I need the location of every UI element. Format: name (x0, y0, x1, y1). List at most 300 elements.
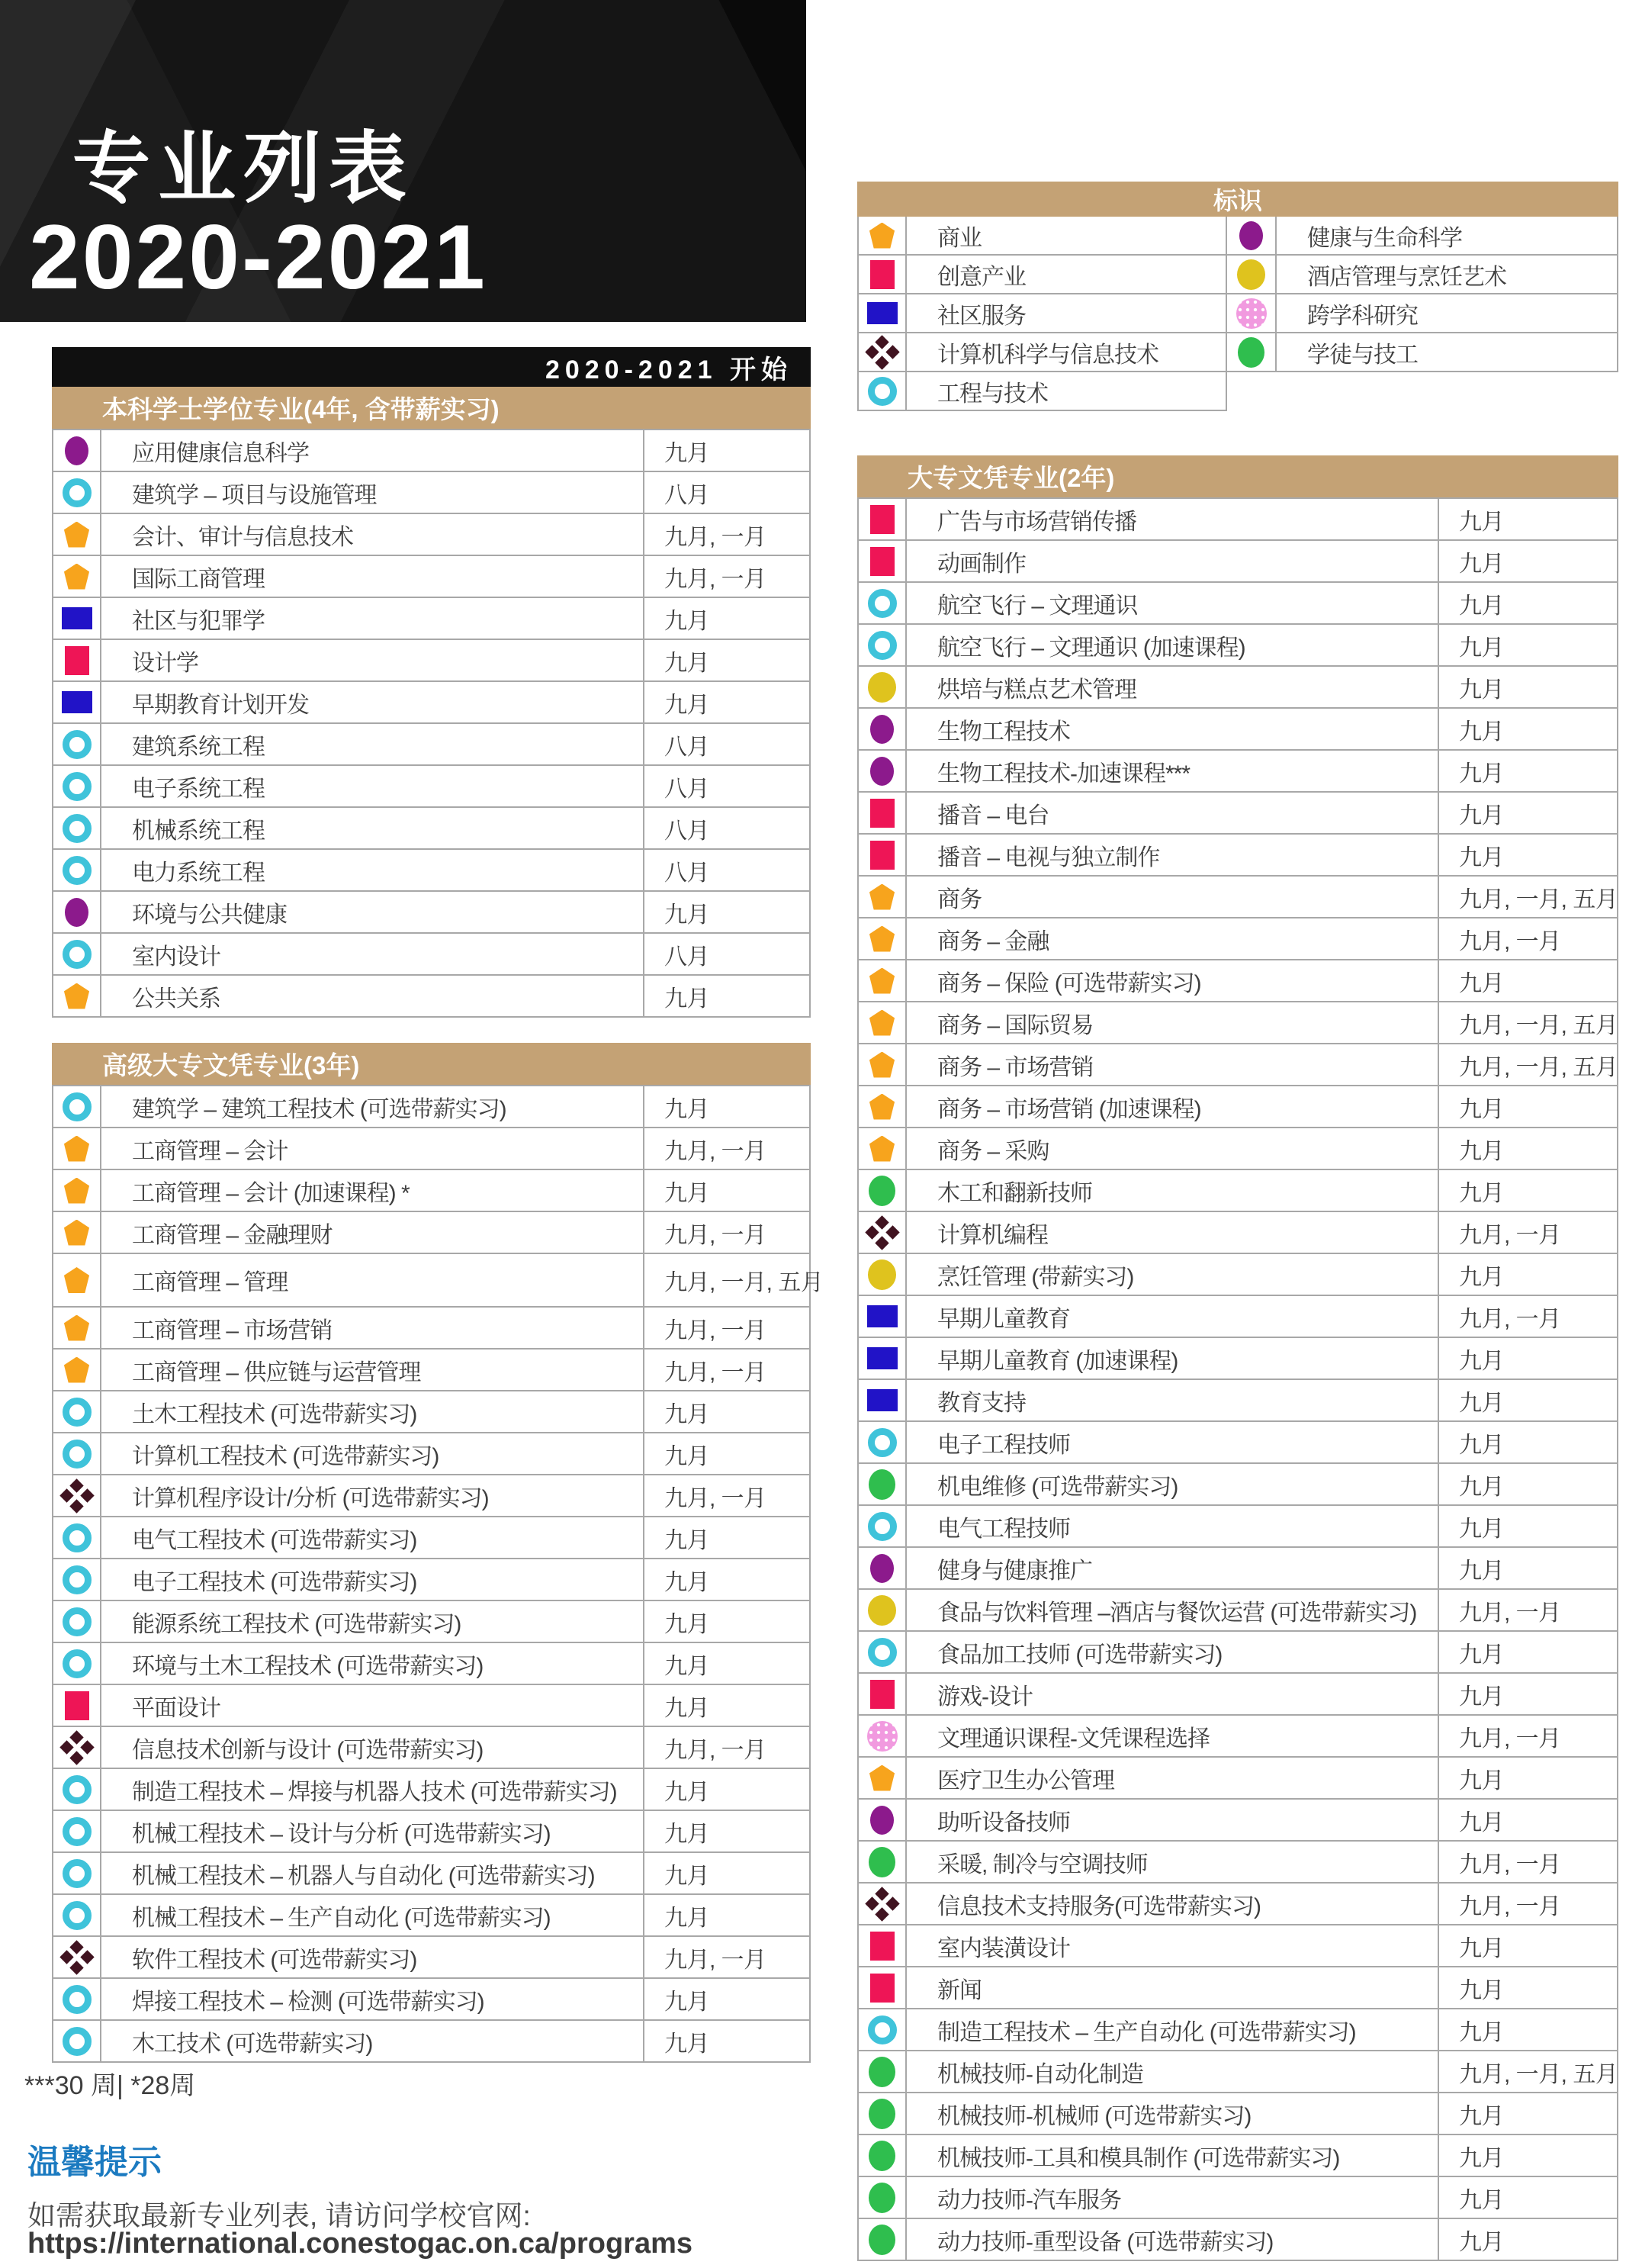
health-icon (870, 1806, 894, 1835)
table-row (859, 541, 1617, 583)
bachelor-table (52, 429, 811, 1018)
legend-label: 学徒与技工 (1277, 333, 1618, 372)
business-icon (869, 1094, 896, 1120)
interdisciplinary-icon (867, 1721, 898, 1752)
section-header-diploma: 大专文凭专业(2年) (857, 455, 1618, 497)
program-intake-months: 九月 (643, 2021, 809, 2061)
program-intake-months: 九月, 一月 (643, 1212, 809, 1253)
program-name: 机械工程技术 – 生产自动化 (可选带薪实习) (132, 1905, 551, 1931)
table-row (859, 751, 1617, 793)
legend-row (857, 294, 1618, 333)
program-name: 工商管理 – 市场营销 (132, 1317, 333, 1343)
trades-icon (869, 2099, 895, 2129)
program-intake-months: 九月 (643, 976, 809, 1016)
business-icon (869, 1765, 896, 1791)
program-intake-months: 九月 (643, 1170, 809, 1211)
program-name: 游戏-设计 (937, 1684, 1033, 1710)
trades-icon (1238, 337, 1264, 368)
table-row (859, 667, 1617, 709)
program-name: 软件工程技术 (可选带薪实习) (132, 1947, 417, 1973)
program-intake-months: 九月 (1438, 751, 1617, 791)
table-row (53, 1475, 809, 1517)
program-name: 机械工程技术 – 机器人与自动化 (可选带薪实习) (132, 1863, 595, 1889)
program-intake-months: 八月 (643, 724, 809, 764)
program-name: 机械技师-机械师 (可选带薪实习) (937, 2103, 1252, 2129)
table-row (53, 1979, 809, 2021)
business-icon (63, 1357, 91, 1383)
business-icon (869, 926, 896, 952)
title-block (0, 0, 806, 322)
program-intake-months: 九月, 一月 (1438, 1884, 1617, 1924)
table-row (859, 1800, 1617, 1842)
table-row (859, 1380, 1617, 1422)
program-name: 采暖, 制冷与空调技师 (937, 1851, 1148, 1877)
cs-icon (62, 1732, 92, 1763)
business-icon (63, 1178, 91, 1204)
program-name: 商务 – 国际贸易 (937, 1012, 1094, 1038)
table-row (53, 976, 809, 1018)
program-name: 播音 – 电台 (937, 803, 1049, 828)
program-intake-months: 九月 (1438, 1506, 1617, 1546)
weeks-footnote: ***30 周| *28周 (24, 2071, 196, 2100)
program-name: 室内设计 (132, 944, 220, 970)
table-row (53, 724, 809, 766)
engineering-icon (63, 814, 92, 843)
legend-label: 跨学科研究 (1277, 294, 1618, 333)
program-name: 计算机编程 (937, 1222, 1048, 1248)
business-icon (869, 223, 896, 249)
creative-icon (870, 841, 895, 870)
creative-icon (870, 547, 895, 576)
program-name: 会计、审计与信息技术 (132, 524, 353, 550)
legend-label: 工程与技术 (907, 372, 1227, 411)
hospitality-icon (868, 1259, 896, 1290)
table-row (53, 514, 809, 556)
table-row (859, 1548, 1617, 1590)
table-row (859, 1002, 1617, 1044)
program-intake-months: 九月, 一月 (1438, 1296, 1617, 1337)
program-intake-months: 九月, 一月 (1438, 1590, 1617, 1630)
program-intake-months: 八月 (643, 808, 809, 848)
table-row (53, 1086, 809, 1128)
programs-url-link[interactable]: https://international.conestogac.on.ca/programs (27, 2228, 693, 2260)
table-row (53, 1853, 809, 1895)
legend-row (857, 372, 1618, 411)
community-icon (867, 302, 898, 324)
table-row (859, 835, 1617, 877)
program-intake-months: 九月, 一月 (1438, 1842, 1617, 1882)
program-intake-months: 九月 (643, 598, 809, 639)
table-row (859, 1842, 1617, 1884)
table-row (53, 430, 809, 472)
program-intake-months: 九月 (1438, 625, 1617, 665)
table-row (859, 2219, 1617, 2261)
engineering-icon (868, 2015, 897, 2044)
program-intake-months: 九月 (643, 1559, 809, 1600)
table-row (53, 640, 809, 682)
program-name: 能源系统工程技术 (可选带薪实习) (132, 1611, 461, 1637)
trades-icon (869, 2225, 895, 2255)
program-name: 早期儿童教育 (加速课程) (937, 1348, 1178, 1374)
program-name: 土木工程技术 (可选带薪实习) (132, 1401, 417, 1427)
cs-icon (62, 1481, 92, 1511)
program-name: 航空飞行 – 文理通识 (加速课程) (937, 635, 1245, 661)
table-row (859, 1632, 1617, 1674)
trades-icon (869, 1847, 895, 1877)
table-row (53, 892, 809, 934)
table-row (859, 625, 1617, 667)
table-row (859, 1674, 1617, 1716)
table-row (859, 1422, 1617, 1464)
program-intake-months: 九月, 一月 (643, 1727, 809, 1768)
program-intake-months: 八月 (643, 766, 809, 806)
engineering-icon (63, 1985, 92, 2014)
program-name: 食品与饮料管理 –酒店与餐饮运营 (可选带薪实习) (937, 1600, 1417, 1626)
program-name: 机电维修 (可选带薪实习) (937, 1474, 1178, 1500)
creative-icon (65, 1691, 89, 1720)
engineering-icon (63, 730, 92, 759)
program-intake-months: 八月 (643, 472, 809, 513)
business-icon (63, 564, 91, 590)
table-row (859, 1758, 1617, 1800)
cs-icon (867, 1218, 898, 1248)
program-name: 商务 – 金融 (937, 928, 1049, 954)
table-row (859, 2093, 1617, 2135)
notice-title: 温馨提示 (27, 2144, 162, 2181)
program-intake-months: 九月, 一月 (643, 1350, 809, 1390)
engineering-icon (63, 1092, 92, 1121)
engineering-icon (63, 940, 92, 969)
program-intake-months: 九月, 一月 (1438, 918, 1617, 959)
table-row (53, 1433, 809, 1475)
program-name: 工商管理 – 供应链与运营管理 (132, 1359, 421, 1385)
program-name: 焊接工程技术 – 检测 (可选带薪实习) (132, 1989, 484, 2015)
program-name: 制造工程技术 – 生产自动化 (可选带薪实习) (937, 2019, 1356, 2045)
program-intake-months: 九月 (643, 1895, 809, 1935)
table-row (53, 682, 809, 724)
table-row (859, 1716, 1617, 1758)
program-name: 烘培与糕点艺术管理 (937, 677, 1136, 703)
program-name: 食品加工技师 (可选带薪实习) (937, 1642, 1223, 1668)
program-intake-months: 九月 (1438, 793, 1617, 833)
legend-label: 商业 (907, 217, 1227, 256)
section-header-bachelor: 本科学士学位专业(4年, 含带薪实习) (52, 387, 811, 429)
engineering-icon (63, 1565, 92, 1594)
hospitality-icon (868, 672, 896, 703)
program-intake-months: 九月 (1438, 1967, 1617, 2008)
program-intake-months: 九月 (1438, 960, 1617, 1001)
program-name: 广告与市场营销传播 (937, 509, 1136, 535)
table-row (859, 1086, 1617, 1128)
table-row (53, 1254, 824, 1308)
program-name: 机械技师-工具和模具制作 (可选带薪实习) (937, 2145, 1340, 2171)
program-name: 动力技师-汽车服务 (937, 2187, 1121, 2213)
creative-icon (870, 1680, 895, 1709)
table-row (53, 2021, 809, 2063)
cs-icon (867, 1889, 898, 1919)
engineering-icon (63, 1775, 92, 1804)
program-name: 医疗卫生办公管理 (937, 1768, 1114, 1793)
program-intake-months: 九月 (1438, 1380, 1617, 1420)
program-intake-months: 九月, 一月 (643, 514, 809, 555)
business-icon (63, 1267, 91, 1293)
advanced-diploma-table (52, 1085, 824, 2063)
table-row (859, 2051, 1617, 2093)
program-intake-months: 九月 (643, 1391, 809, 1432)
page-title-years: 2020-2021 (29, 206, 487, 308)
table-row (53, 1937, 809, 1979)
left-column (52, 347, 824, 2063)
table-row (53, 472, 809, 514)
table-row (53, 1685, 809, 1727)
program-name: 商务 – 保险 (可选带薪实习) (937, 970, 1201, 996)
business-icon (63, 1315, 91, 1341)
program-name: 信息技术支持服务(可选带薪实习) (937, 1893, 1261, 1919)
program-name: 工商管理 – 金融理财 (132, 1222, 333, 1248)
business-icon (869, 1010, 896, 1036)
program-intake-months: 九月, 一月, 五月 (1438, 877, 1617, 917)
program-name: 国际工商管理 (132, 566, 265, 592)
table-row (53, 1643, 809, 1685)
program-intake-months: 九月, 一月 (1438, 1212, 1617, 1253)
engineering-icon (63, 1440, 92, 1469)
program-intake-months: 九月, 一月 (643, 1308, 809, 1348)
table-row (53, 766, 809, 808)
program-name: 工商管理 – 会计 (132, 1138, 288, 1164)
program-name: 工商管理 – 管理 (132, 1270, 288, 1295)
table-row (53, 1727, 809, 1769)
business-icon (869, 1052, 896, 1078)
program-intake-months: 九月 (1438, 583, 1617, 623)
program-name: 应用健康信息科学 (132, 440, 309, 466)
community-icon (62, 691, 92, 713)
creative-icon (870, 505, 895, 534)
table-row (859, 1254, 1617, 1296)
program-name: 播音 – 电视与独立制作 (937, 844, 1160, 870)
program-intake-months: 九月 (1438, 1674, 1617, 1714)
program-name: 机械技师-自动化制造 (937, 2061, 1143, 2087)
table-row (859, 1296, 1617, 1338)
section-gap (52, 1018, 811, 1043)
program-name: 商务 – 市场营销 (937, 1054, 1094, 1080)
community-icon (62, 607, 92, 629)
trades-icon (869, 2183, 895, 2213)
program-intake-months: 九月 (643, 1517, 809, 1558)
engineering-icon (868, 377, 897, 406)
program-name: 助听设备技师 (937, 1810, 1070, 1835)
health-icon (1239, 221, 1263, 250)
table-row (53, 1391, 809, 1433)
trades-icon (869, 1469, 895, 1500)
program-intake-months: 九月 (1438, 1170, 1617, 1211)
health-icon (65, 898, 88, 927)
program-intake-months: 九月 (1438, 1128, 1617, 1169)
health-icon (870, 1554, 894, 1583)
engineering-icon (868, 589, 897, 618)
program-name: 计算机程序设计/分析 (可选带薪实习) (132, 1485, 489, 1511)
program-intake-months: 九月 (643, 682, 809, 722)
table-row (859, 1338, 1617, 1380)
engineering-icon (63, 1607, 92, 1636)
engineering-icon (63, 2027, 92, 2056)
engineering-icon (63, 856, 92, 885)
program-name: 商务 – 市场营销 (加速课程) (937, 1096, 1201, 1122)
program-intake-months: 九月, 一月, 五月 (643, 1254, 809, 1306)
table-row (53, 1559, 809, 1601)
program-intake-months: 九月 (643, 1853, 809, 1893)
program-name: 木工技术 (可选带薪实习) (132, 2031, 373, 2057)
program-intake-months: 九月 (643, 430, 809, 471)
community-icon (867, 1389, 898, 1411)
program-intake-months: 九月 (1438, 667, 1617, 707)
program-intake-months: 九月 (1438, 2177, 1617, 2218)
program-intake-months: 八月 (643, 934, 809, 974)
notice-text: 如需获取最新专业列表, 请访问学校官网: (27, 2200, 531, 2231)
program-name: 电气工程技师 (937, 1516, 1070, 1542)
program-name: 电力系统工程 (132, 860, 265, 886)
program-intake-months: 九月 (1438, 709, 1617, 749)
engineering-icon (868, 1638, 897, 1667)
program-intake-months: 九月, 一月 (643, 1128, 809, 1169)
program-intake-months: 九月 (643, 1811, 809, 1851)
table-row (53, 934, 809, 976)
program-name: 木工和翻新技师 (937, 1180, 1092, 1206)
program-name: 制造工程技术 – 焊接与机器人技术 (可选带薪实习) (132, 1779, 617, 1805)
trades-icon (869, 2057, 895, 2087)
program-intake-months: 九月, 一月 (643, 556, 809, 597)
community-icon (867, 1347, 898, 1369)
business-icon (63, 1220, 91, 1246)
start-year-bar: 2020-2021 开始 (52, 347, 811, 387)
program-name: 早期教育计划开发 (132, 692, 309, 718)
community-icon (867, 1305, 898, 1327)
trades-icon (869, 2141, 895, 2171)
program-name: 健身与健康推广 (937, 1558, 1092, 1584)
table-row (859, 2009, 1617, 2051)
program-name: 商务 (937, 886, 982, 912)
table-row (859, 1044, 1617, 1086)
legend-label: 社区服务 (907, 294, 1227, 333)
business-icon (869, 968, 896, 994)
program-intake-months: 八月 (643, 850, 809, 890)
business-icon (63, 983, 91, 1009)
table-row (859, 1170, 1617, 1212)
legend-header: 标识 (857, 182, 1618, 217)
page-title: 专业列表 (72, 125, 414, 212)
business-icon (63, 1136, 91, 1162)
health-icon (870, 757, 894, 786)
table-row (53, 1350, 809, 1391)
program-name: 平面设计 (132, 1695, 220, 1721)
program-intake-months: 九月, 一月, 五月 (1438, 1002, 1617, 1043)
creative-icon (870, 1974, 895, 2003)
engineering-icon (63, 1817, 92, 1846)
program-name: 建筑学 – 建筑工程技术 (可选带薪实习) (132, 1096, 506, 1122)
program-name: 教育支持 (937, 1390, 1026, 1416)
program-name: 信息技术创新与设计 (可选带薪实习) (132, 1737, 484, 1763)
program-intake-months: 九月, 一月, 五月 (1438, 2051, 1617, 2092)
program-intake-months: 九月 (1438, 2093, 1617, 2134)
table-row (859, 1128, 1617, 1170)
business-icon (63, 522, 91, 548)
program-name: 电子系统工程 (132, 776, 265, 802)
program-intake-months: 九月 (643, 1769, 809, 1810)
legend-row (857, 217, 1618, 256)
section-gap (857, 411, 1618, 455)
program-intake-months: 九月 (1438, 499, 1617, 539)
program-name: 早期儿童教育 (937, 1306, 1070, 1332)
interdisciplinary-icon (1236, 298, 1267, 329)
hospitality-icon (868, 1595, 896, 1626)
table-row (859, 499, 1617, 541)
section-header-advanced: 高级大专文凭专业(3年) (52, 1043, 811, 1085)
table-row (53, 1517, 809, 1559)
program-intake-months: 九月 (1438, 1086, 1617, 1127)
engineering-icon (868, 1428, 897, 1457)
trades-icon (869, 1176, 895, 1206)
table-row (859, 1212, 1617, 1254)
program-intake-months: 九月, 一月, 五月 (1438, 1044, 1617, 1085)
table-row (859, 1506, 1617, 1548)
program-intake-months: 九月 (1438, 1338, 1617, 1378)
program-name: 生物工程技术-加速课程*** (937, 761, 1191, 787)
table-row (859, 1967, 1617, 2009)
legend-row (857, 256, 1618, 294)
right-column (857, 182, 1618, 2261)
creative-icon (870, 260, 895, 289)
table-row (53, 556, 809, 598)
program-name: 工商管理 – 会计 (加速课程) * (132, 1180, 410, 1206)
business-icon (869, 1136, 896, 1162)
program-name: 电子工程技术 (可选带薪实习) (132, 1569, 417, 1595)
program-name: 设计学 (132, 650, 198, 676)
table-row (53, 850, 809, 892)
legend-row (857, 333, 1618, 372)
program-name: 动力技师-重型设备 (可选带薪实习) (937, 2229, 1274, 2255)
program-intake-months: 九月 (1438, 2219, 1617, 2260)
program-name: 动画制作 (937, 551, 1026, 577)
program-intake-months: 九月 (1438, 1422, 1617, 1462)
health-icon (870, 715, 894, 744)
program-name: 烹饪管理 (带薪实习) (937, 1264, 1134, 1290)
engineering-icon (868, 631, 897, 660)
program-name: 社区与犯罪学 (132, 608, 265, 634)
program-name: 航空飞行 – 文理通识 (937, 593, 1138, 619)
program-intake-months: 九月 (643, 640, 809, 680)
table-row (53, 808, 809, 850)
program-name: 环境与公共健康 (132, 902, 287, 928)
program-intake-months: 九月 (643, 892, 809, 932)
engineering-icon (63, 1859, 92, 1888)
health-icon (65, 436, 88, 465)
program-intake-months: 九月 (1438, 1548, 1617, 1588)
legend-label: 健康与生命科学 (1277, 217, 1618, 256)
program-intake-months: 九月 (643, 1433, 809, 1474)
table-row (53, 1170, 809, 1212)
table-row (859, 709, 1617, 751)
program-name: 室内装潢设计 (937, 1935, 1070, 1961)
legend-label: 计算机科学与信息技术 (907, 333, 1227, 372)
engineering-icon (63, 1649, 92, 1678)
engineering-icon (868, 1512, 897, 1541)
program-intake-months: 九月 (1438, 1254, 1617, 1295)
program-name: 计算机工程技术 (可选带薪实习) (132, 1443, 439, 1469)
program-intake-months: 九月, 一月 (643, 1475, 809, 1516)
hospitality-icon (1237, 259, 1265, 290)
program-name: 环境与土木工程技术 (可选带薪实习) (132, 1653, 484, 1679)
creative-icon (870, 1932, 895, 1961)
cs-icon (867, 337, 898, 368)
